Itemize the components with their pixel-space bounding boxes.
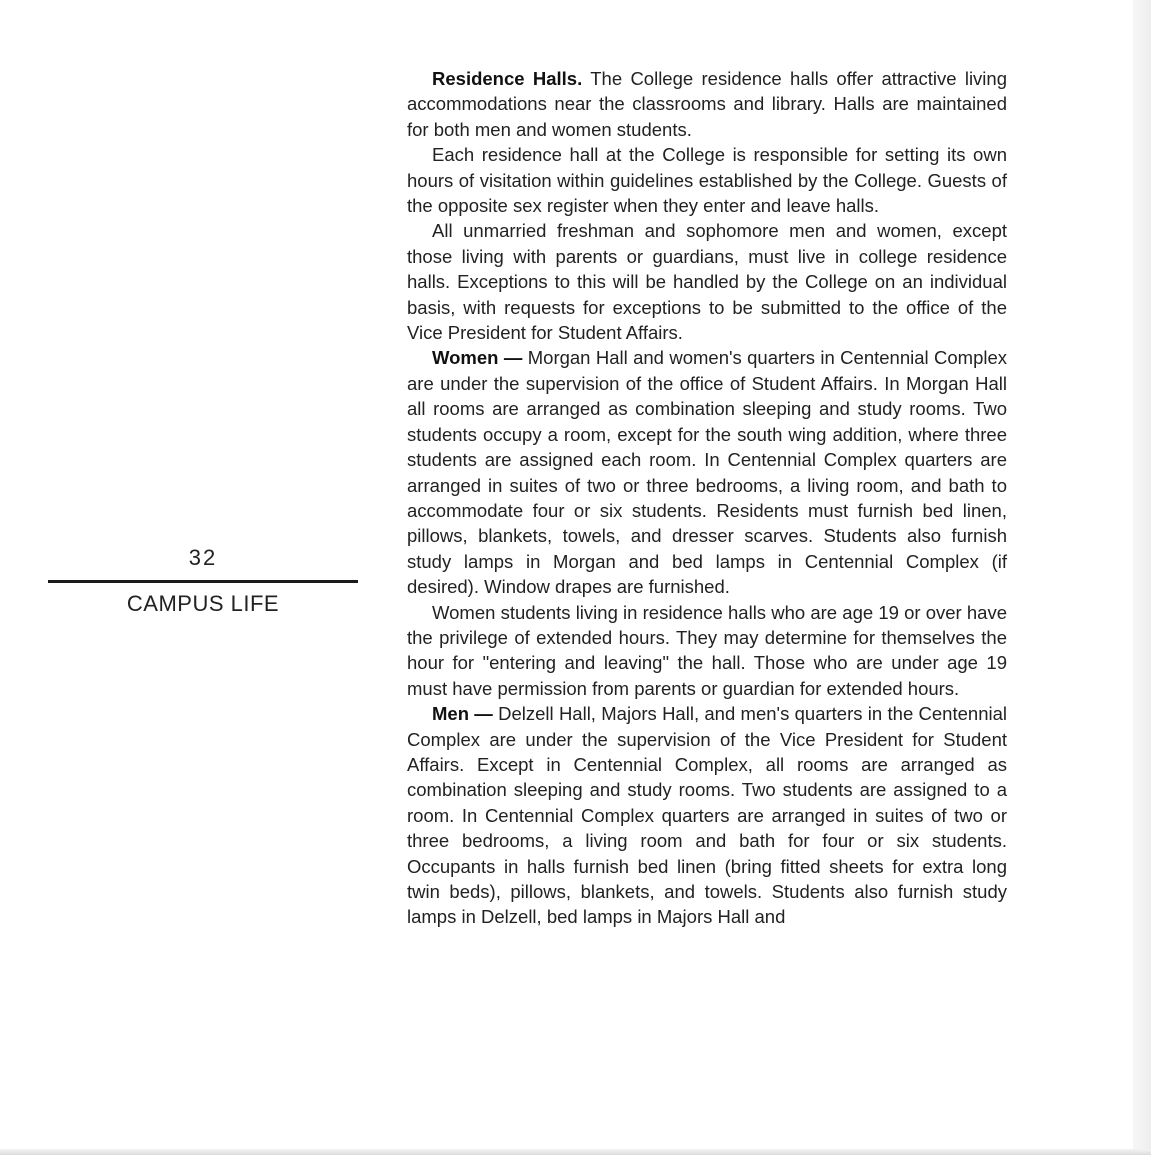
body-text xyxy=(407,66,1007,930)
run-in-heading: Residence Halls. xyxy=(432,68,583,89)
section-label: CAMPUS LIFE xyxy=(126,591,280,616)
paragraph-text: Women students living in residence halls who are age 19 or over have the privilege of extended hours. They may determine for themselves the hour for "entering and leaving" the hall. Those who are under age 19 must have permission from parents or guardian for extended hours. xyxy=(407,601,1007,699)
page-number: 32 xyxy=(188,545,218,570)
paragraph-text: Each residence hall at the College is responsible for setting its own hours of visitation within guidelines established by the College. Guests of the opposite sex register when they enter and leave halls. xyxy=(407,144,1007,217)
paragraph-text: The College residence halls offer attractive living accommodations near the classrooms and library. Halls are maintained for both men and women students. xyxy=(407,68,1007,140)
paragraph-men xyxy=(407,701,1007,930)
paragraph-residence-halls xyxy=(407,66,1007,142)
page-edge-shadow xyxy=(1133,0,1151,1155)
paragraph-visitation xyxy=(407,142,1007,218)
margin-divider xyxy=(48,580,358,583)
paragraph-residency-requirement xyxy=(407,218,1007,345)
page-bottom-shadow xyxy=(0,1149,1151,1155)
run-in-heading: Men — xyxy=(432,703,493,725)
run-in-heading: Women — xyxy=(432,347,523,369)
paragraph-women xyxy=(407,345,1007,599)
paragraph-text: Morgan Hall and women's quarters in Centennial Complex are under the supervision of the office of Student Affairs. In Morgan Hall all rooms are arranged as combination sleeping and study rooms. Two students occupy a room, except for the south wing addition, where three students are assigned each room. In Centennial Complex quarters are arranged in suites of two or three bedrooms, a living room, and bath to accommodate four or six students. Residents must furnish bed linen, pillows, blankets, towels, and dresser scarves. Students also furnish study lamps in Morgan and bed lamps in Centennial Complex (if desired). Window drapes are furnished. xyxy=(407,347,1008,598)
paragraph-text: Delzell Hall, Majors Hall, and men's quarters in the Centennial Complex are under the supervision of the Vice President for Student Affairs. Except in Centennial Complex, all rooms are arranged as combination sleeping and study rooms. Two students are assigned to a room. In Centennial Complex quarters are arranged in suites of two or three bedrooms, a living room and bath for four or six students. Occupants in halls furnish bed linen (bring fitted sheets for extra long twin beds), pillows, blankets, and towels. Students also furnish study lamps in Delzell, bed lamps in Majors Hall and xyxy=(407,703,1007,928)
paragraph-extended-hours xyxy=(407,600,1007,702)
page-margin xyxy=(48,543,358,619)
paragraph-text: All unmarried freshman and sophomore men and women, except those living with parents or guardians, must live in college residence halls. Exceptions to this will be handled by the College on an individual basis, with requests for exceptions to be submitted to the office of the Vice President for Student Affairs. xyxy=(407,220,1007,344)
